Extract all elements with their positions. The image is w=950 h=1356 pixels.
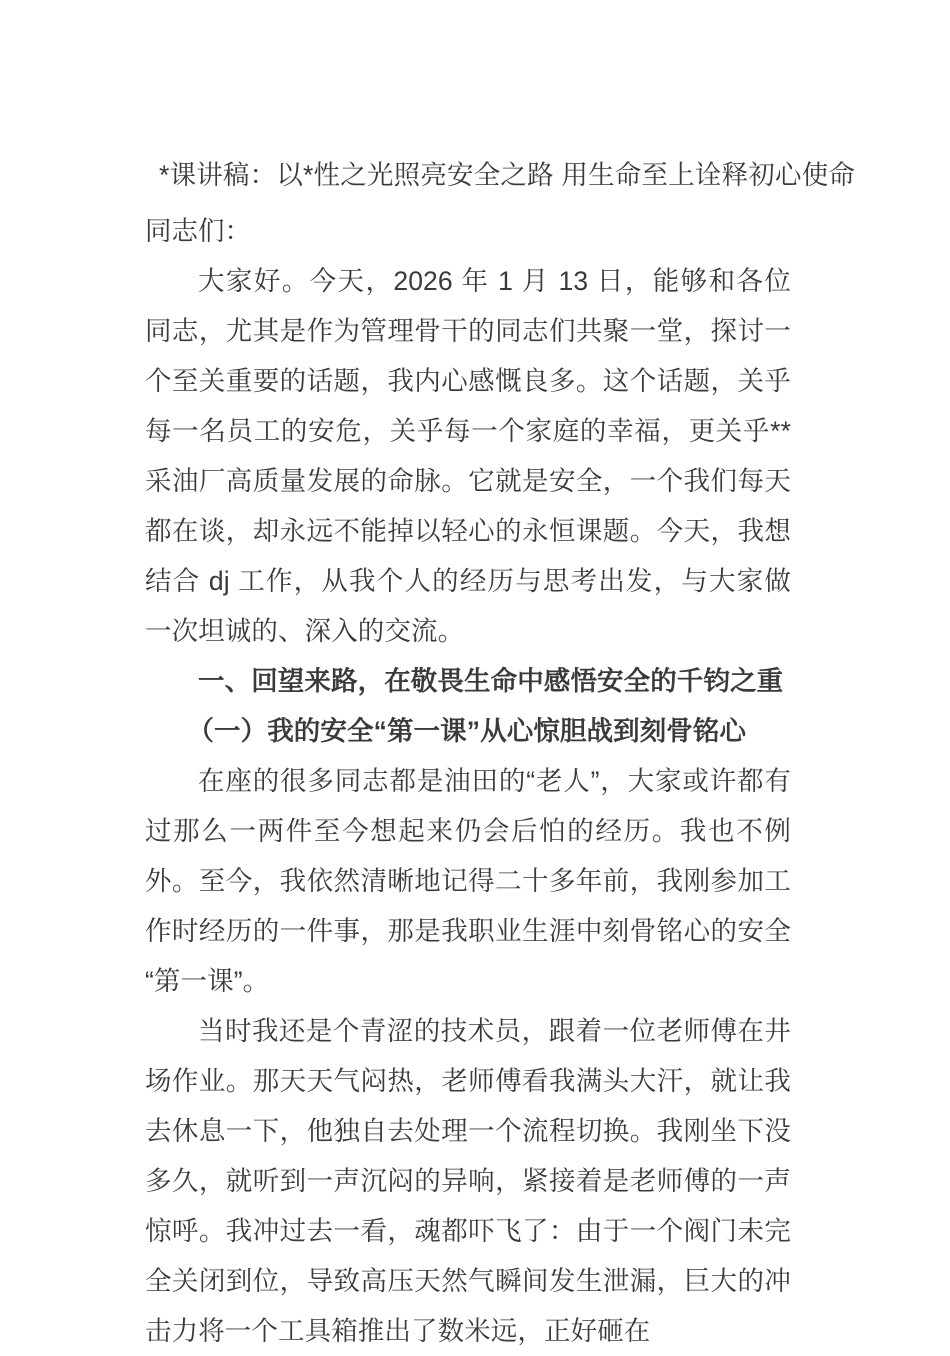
- document-body: [145, 150, 856, 1356]
- paragraph-incident-story: 当时我还是个青涩的技术员，跟着一位老师傅在井场作业。那天天气闷热，老师傅看我满头大汗，就让我去休息一下，他独自去处理一个流程切换。我刚坐下没多久，就听到一声沉闷的异响，紧接着是老师傅的一声惊呼。我冲过去一看，魂都吓飞了：由于一个阀门未完全关闭到位，导致高压天然气瞬间发生泄漏，巨大的冲击力将一个工具箱推出了数米远，正好砸在: [145, 1016, 791, 1346]
- section-heading-one: 一、回望来路，在敬畏生命中感悟安全的千钧之重: [198, 666, 784, 696]
- paragraph-intro: 大家好。今天，2026 年 1 月 13 日，能够和各位同志，尤其是作为管理骨干的同志们共聚一堂，探讨一个至关重要的话题，我内心感慨良多。这个话题，关乎每一名员工的安危，关乎每一个家庭的幸福，更关乎**采油厂高质量发展的命脉。它就是安全，一个我们每天都在谈，却永远不能掉以轻心的永恒课题。今天，我想结合 dj 工作，从我个人的经历与思考出发，与大家做一次坦诚的、深入的交流。: [145, 266, 791, 646]
- subsection-heading-one: （一）我的安全“第一课”从心惊胆战到刻骨铭心: [187, 716, 747, 746]
- document-title: *课讲稿：以*性之光照亮安全之路 用生命至上诠释初心使命: [159, 160, 856, 190]
- salutation-line: 同志们：: [145, 216, 251, 246]
- paragraph-first-lesson: 在座的很多同志都是油田的“老人”，大家或许都有过那么一两件至今想起来仍会后怕的经历。我也不例外。至今，我依然清晰地记得二十多年前，我刚参加工作时经历的一件事，那是我职业生涯中刻骨铭心的安全“第一课”。: [145, 766, 791, 996]
